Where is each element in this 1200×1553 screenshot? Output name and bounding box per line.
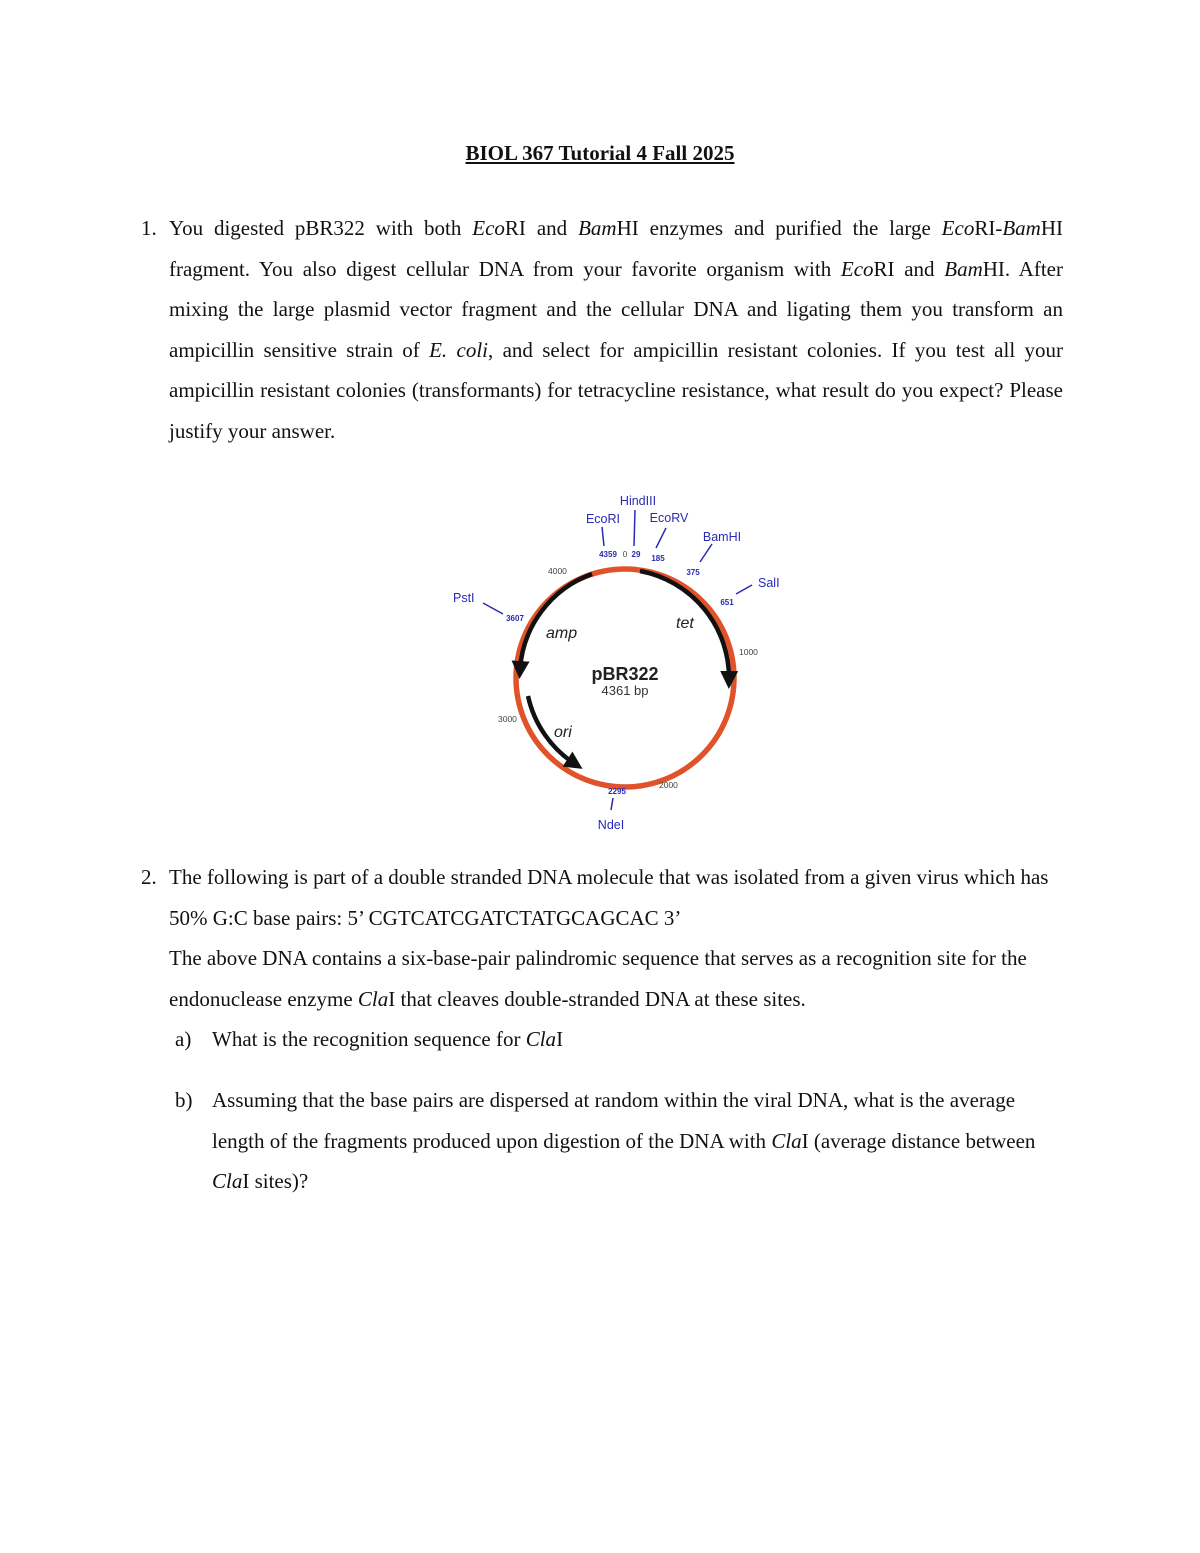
ecorv-site-label: EcoRV [649,511,689,525]
hindiii-site-pos: 29 [631,550,641,559]
ndei-site-label: NdeI [597,818,625,832]
page-title: BIOL 367 Tutorial 4 Fall 2025 [465,141,735,165]
sali-connector [736,585,752,594]
bamhi-connector [700,544,712,562]
sub-question-label: a) [175,1027,192,1052]
ecori-site-pos: 4359 [599,550,617,559]
question-number: 2. [141,865,157,889]
tick-3000: 3000 [498,714,517,724]
plasmid-size: 4361 bp [601,683,649,698]
question-2a-text: What is the recognition sequence for ClaI [212,1027,564,1052]
psti-site-pos: 3607 [506,614,524,623]
question-2a [169,1019,1063,1060]
psti-site-label: PstI [453,591,475,605]
question-2b [169,1080,1063,1202]
ndei-connector [611,798,613,810]
plasmid-name: pBR322 [591,664,659,684]
psti-connector [483,603,503,614]
ori-label: ori [554,724,572,741]
sali-site-label: SalI [758,576,780,590]
question-2 [141,857,1063,1202]
question-2-paragraph: The above DNA contains a six-base-pair palindromic sequence that serves as a recognition site for the endonuclease enzyme ClaI that cleaves double-stranded DNA at these sites. [169,946,1027,1011]
tet-label: tet [676,615,694,632]
bamhi-site-pos: 375 [686,568,700,577]
question-1-text: You digested pBR322 with both EcoRI and BamHI enzymes and purified the large EcoRI-BamHI fragment. You also digest cellular DNA from your favorite organism with EcoRI and BamHI. After mixing the large plasmid vector fragment and the cellular DNA and ligating them you transform an ampicillin sensitive strain of E. coli, and select for ampicillin resistant colonies. If you test all your ampicillin resistant colonies (transformants) for tetracycline resistance, what result do you expect? Please justify your answer. [169,216,1063,443]
sali-site-pos: 651 [720,598,734,607]
tick-2000: 2000 [659,780,678,790]
ecorv-site-pos: 185 [651,554,665,563]
amp-label: amp [546,625,578,642]
hindiii-site-label: HindIII [619,494,657,508]
sub-question-label: b) [175,1087,193,1112]
zero-pos: 0 [622,550,628,559]
tick-1000: 1000 [739,647,758,657]
question-number: 1. [141,216,157,240]
bamhi-site-label: BamHI [702,530,742,544]
hindiii-connector [634,510,635,546]
ecori-site-label: EcoRI [585,512,621,526]
question-2-intro: The following is part of a double stranded DNA molecule that was isolated from a given virus which has 50% G:C base pairs: 5’ CGTCATCGATCTATGCAGCAC 3’ [169,865,1049,930]
ecori-connector [602,527,604,546]
ecorv-connector [656,528,666,548]
ndei-site-pos: 2295 [608,787,626,796]
plasmid-map-figure [440,488,800,838]
tick-4000: 4000 [548,566,567,576]
question-1 [141,208,1063,452]
question-2b-text: Assuming that the base pairs are dispersed at random within the viral DNA, what is the average length of the fragments produced upon digestion of the DNA with ClaI (average distance between ClaI sites)? [212,1087,1036,1194]
